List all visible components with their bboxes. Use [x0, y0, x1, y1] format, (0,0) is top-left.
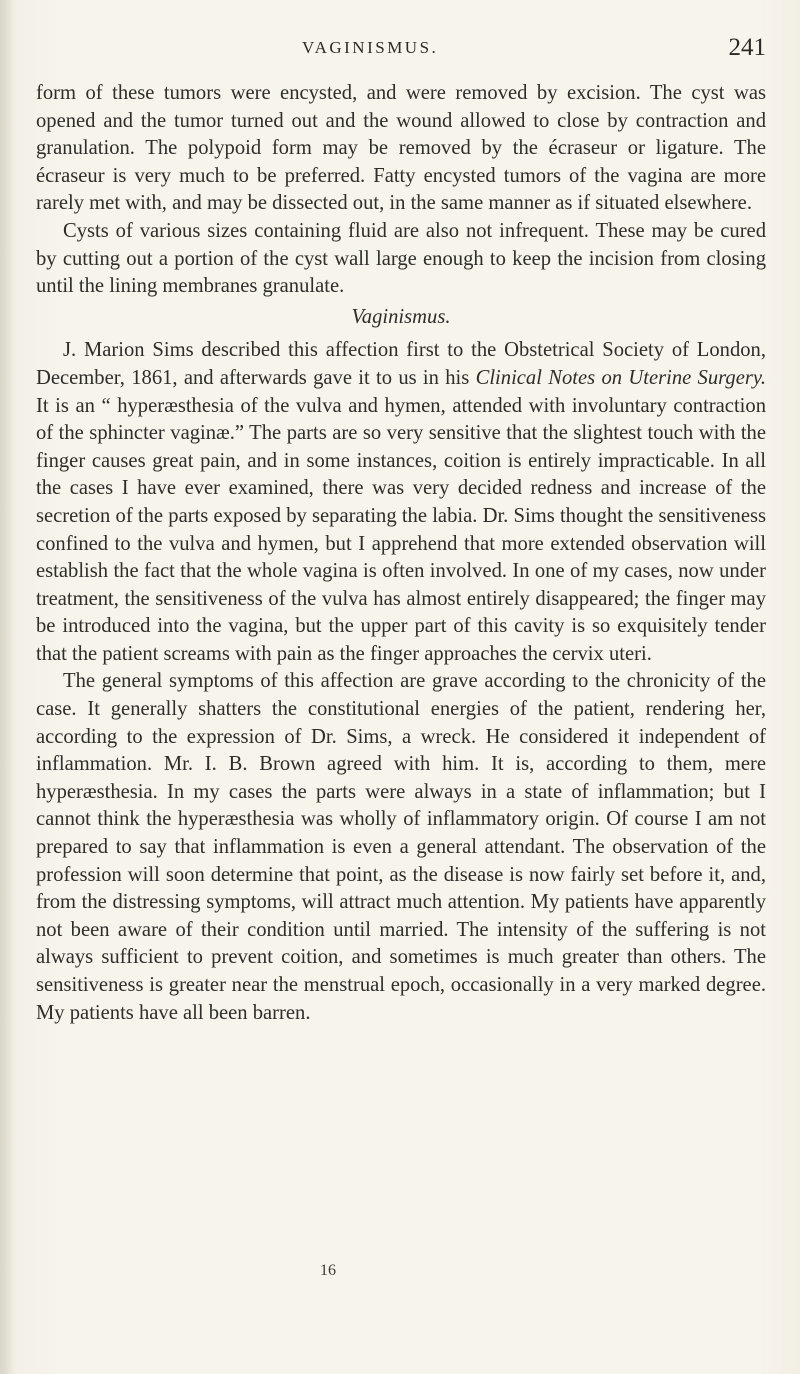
spine-shadow [0, 0, 14, 1374]
section-heading: Vaginismus. [351, 305, 451, 328]
running-title: VAGINISMUS. [302, 38, 439, 57]
paragraph-2: Cysts of various sizes containing fluid are also not infrequent. These may be cured by cutting out a portion of the cyst wall large enough to keep the incision from closing until the lining membranes granulate. [36, 219, 766, 298]
paragraph-3-part-b: It is an “ hyperæsthesia of the vulva and hymen, attended with involuntary contraction of the sphincter vaginæ.” The parts are so very sensitive that the slightest touch with the finger causes great pain, and in some instances, coition is entirely impracticable. In all the cases I have ever examined, there was very decided redness and increase of the secretion of the parts exposed by separating the labia. Dr. Sims thought the sensitiveness confined to the vulva and hymen, but I apprehend that more extended observation will establish the fact that the whole vagina is often involved. In one of my cases, now under treatment, the sensitiveness of the vulva has almost entirely disappeared; the finger may be introduced into the vagina, but the upper part of this cavity is so exquisitely tender that the patient screams with pain as the finger approaches the cervix uteri. [36, 394, 766, 665]
paragraph-3 [36, 337, 766, 668]
signature-mark: 16 [320, 1262, 336, 1279]
paragraph-4: The general symptoms of this affection are grave according to the chronicity of the case. It generally shatters the constitutional energies of the patient, rendering her, according to the expression of Dr. Sims, a wreck. He considered it independent of inflammation. Mr. I. B. Brown agreed with him. It is, according to them, mere hyperæsthesia. In my cases the parts were always in a state of inflammation; but I cannot think the hyperæsthesia was wholly of inflammatory origin. Of course I am not prepared to say that inflammation is even a general attendant. The observation of the profession will soon determine that point, as the disease is now fairly set before it, and, from the distressing symptoms, will attract much attention. My patients have apparently not been aware of their condition until married. The intensity of the suffering is not always sufficient to prevent coition, and sometimes is much greater than others. The sensitiveness is greater near the menstrual epoch, occasionally in a very marked degree. My patients have all been barren. [36, 670, 766, 1024]
paragraph-3-part-a: J. Marion Sims described this affection first to the Obstetrical Society of London, December, 1861, and afterwards gave it to us in his [36, 339, 766, 389]
paragraph-1: form of these tumors were encysted, and were removed by excision. The cyst was opened and the tumor turned out and the wound allowed to close by contraction and granulation. The polypoid form may be removed by the écraseur or ligature. The écraseur is very much to be preferred. Fatty encysted tumors of the vagina are more rarely met with, and may be dissected out, in the same manner as if situated elsewhere. [36, 82, 766, 215]
body-text [36, 80, 766, 1027]
page-number: 241 [728, 34, 766, 61]
running-head [32, 0, 772, 76]
book-title: Clinical Notes on Uterine Surgery. [475, 366, 767, 389]
